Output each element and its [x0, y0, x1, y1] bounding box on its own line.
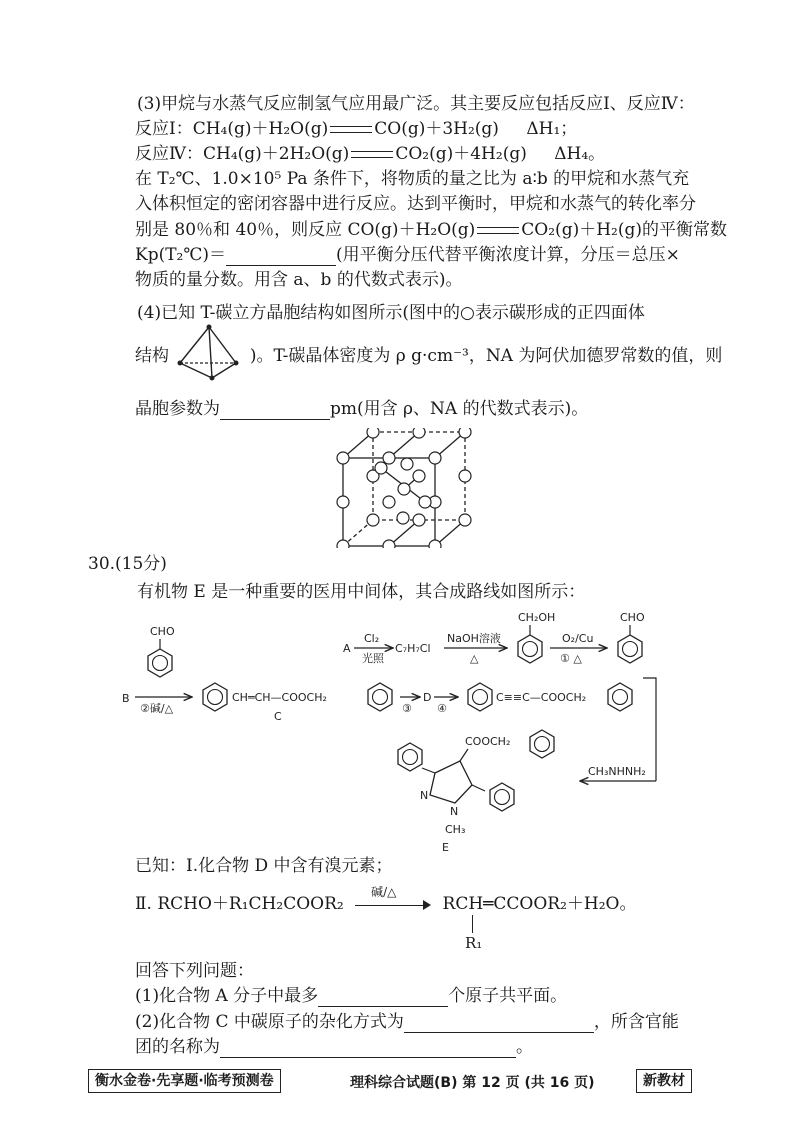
q3-para-3b: CO₂(g)＋H₂(g)的平衡常数 — [521, 220, 727, 240]
q3-intro: (3)甲烷与水蒸气反应制氢气应用最广泛。其主要反应包括反应Ⅰ、反应Ⅳ： — [137, 94, 695, 114]
coplanar-atoms-blank[interactable] — [318, 988, 448, 1007]
q4-line-2 — [135, 345, 722, 367]
scheme-n1: N — [420, 789, 429, 802]
tetrahedron-icon — [174, 323, 244, 385]
scheme-step1: ① △ — [560, 652, 582, 665]
ring-d-2-icon — [608, 683, 632, 711]
scheme-b: B — [122, 692, 130, 705]
reaction-4 — [135, 143, 605, 165]
scheme-cho-left: CHO — [150, 625, 175, 638]
reaction-1-rhs: CO(g)＋3H₂(g) — [374, 119, 499, 139]
functional-group-blank[interactable] — [220, 1039, 516, 1058]
known-2-condition: 碱/△ — [371, 884, 397, 899]
hybridization-blank[interactable] — [404, 1014, 594, 1033]
q3-para-1: 在 T₂℃、1.0×10⁵ Pa 条件下，将物质的量之比为 a∶b 的甲烷和水蒸气充 — [135, 169, 690, 189]
sub-question-1a: (1)化合物 A 分子中最多 — [135, 986, 319, 1006]
ring-c-2-icon — [368, 683, 392, 711]
scheme-ch2oh: CH₂OH — [518, 611, 556, 624]
scheme-c-label: C — [274, 710, 282, 723]
known-2-r1: R₁ — [465, 934, 483, 952]
scheme-step4: ④ — [437, 702, 447, 715]
reaction-1 — [135, 118, 577, 140]
ring-d-1-icon — [468, 683, 492, 711]
scheme-step3: ③ — [402, 702, 412, 715]
scheme-d: D — [423, 691, 432, 704]
equilibrium-arrow-icon — [477, 224, 519, 238]
t-carbon-unit-cell-figure — [325, 428, 485, 548]
footer-brand: 衡水金卷·先享题·临考预测卷 — [88, 1069, 281, 1093]
sub-question-2-cont — [135, 1036, 533, 1058]
reaction-4-dh: ΔH₄。 — [554, 144, 606, 164]
equilibrium-arrow-icon — [351, 148, 393, 162]
sub-question-2a: (2)化合物 C 中碳原子的杂化方式为 — [135, 1012, 404, 1032]
scheme-e-ester: COOCH₂ — [465, 735, 511, 748]
scheme-step2: ②碱/△ — [140, 702, 174, 715]
q4-line-1: (4)已知 T-碳立方晶胞结构如图所示(图中的○表示碳形成的正四面体 — [137, 303, 645, 323]
known-1: 已知：Ⅰ.化合物 D 中含有溴元素； — [135, 856, 393, 876]
reaction-1-label: 反应Ⅰ： — [135, 119, 193, 139]
kp-label: Kp(T₂℃)＝ — [135, 245, 227, 265]
scheme-d-chain: C≡≡C—COOCH₂ — [496, 691, 587, 704]
reaction-1-dh: ΔH₁； — [526, 119, 578, 139]
known-2-reactants: Ⅱ. RCHO＋R₁CH₂COOR₂ — [135, 894, 344, 914]
benzaldehyde-reagent-ring-icon — [148, 649, 172, 677]
q30-intro: 有机物 E 是一种重要的医用中间体，其合成路线如图所示： — [137, 582, 586, 602]
equilibrium-arrow-icon — [330, 123, 372, 137]
r1-bond — [472, 915, 473, 933]
q4-line-2a: 结构 — [135, 346, 169, 366]
known-2 — [135, 884, 637, 915]
kp-answer-blank[interactable] — [226, 247, 336, 266]
known-2-products: RCH═CCOOR₂＋H₂O。 — [442, 894, 637, 914]
scheme-cho-top: CHO — [620, 611, 645, 624]
q3-para-3 — [135, 219, 727, 241]
q3-para-3a: 别是 80％和 40％，则反应 CO(g)＋H₂O(g) — [135, 220, 476, 240]
q4-line-3 — [135, 398, 588, 420]
ring-e-right-icon — [490, 783, 514, 811]
q4-line-3b: pm(用含 ρ、NA 的代数式表示)。 — [330, 399, 589, 419]
reaction-arrow-icon — [355, 905, 425, 906]
footer-badge: 新教材 — [636, 1069, 692, 1093]
scheme-ch3: CH₃ — [445, 823, 466, 836]
footer-page-info: 理科综合试题(B) 第 12 页 (共 16 页) — [350, 1075, 595, 1091]
scheme-c-chain: CH═CH—COOCH₂ — [232, 691, 327, 704]
q3-para-4b: (用平衡分压代替平衡浓度计算，分压＝总压× — [336, 245, 680, 265]
synthesis-scheme — [110, 605, 670, 855]
lattice-param-blank[interactable] — [220, 401, 330, 420]
scheme-light: 光照 — [362, 652, 384, 665]
sub-question-2d: 。 — [516, 1037, 533, 1057]
q3-para-2: 入体积恒定的密闭容器中进行反应。达到平衡时，甲烷和水蒸气的转化率分 — [135, 194, 696, 214]
scheme-cl2: Cl₂ — [364, 632, 380, 645]
reaction-4-label: 反应Ⅳ： — [135, 144, 203, 164]
page-footer — [88, 1069, 708, 1093]
q3-para-5: 物质的量分数。用含 a、b 的代数式表示)。 — [135, 270, 463, 290]
q3-para-4 — [135, 244, 680, 266]
ring-e-left-icon — [398, 743, 422, 771]
arrow-head-icon — [423, 900, 431, 910]
scheme-delta: △ — [470, 652, 479, 665]
scheme-e-label: E — [442, 841, 449, 854]
pyrazole-ring-icon — [430, 761, 472, 803]
sub-question-2 — [135, 1011, 679, 1033]
sub-question-2b: ，所含官能 — [593, 1012, 679, 1032]
scheme-a: A — [343, 642, 351, 655]
q4-line-2b: )。T-碳晶体密度为 ρ g·cm⁻³，NA 为阿伏加德罗常数的值，则 — [249, 346, 723, 366]
benzaldehyde-ring-icon — [618, 635, 642, 663]
benzyl-alcohol-ring-icon — [518, 635, 542, 663]
sub-question-2c: 团的名称为 — [135, 1037, 220, 1057]
ring-c-1-icon — [203, 683, 227, 711]
scheme-naoh: NaOH溶液 — [447, 632, 501, 645]
scheme-c7h7cl: C₇H₇Cl — [395, 642, 431, 655]
sub-question-1b: 个原子共平面。 — [448, 986, 568, 1006]
ask-heading: 回答下列问题： — [135, 961, 254, 981]
ring-e-ester-icon — [530, 730, 554, 758]
q30-heading: 30.(15分) — [88, 554, 167, 574]
sub-question-1 — [135, 985, 567, 1007]
reaction-1-lhs: CH₄(g)＋H₂O(g) — [192, 119, 329, 139]
known-2-arrow — [355, 884, 431, 915]
q4-line-3a: 晶胞参数为 — [135, 399, 220, 419]
reaction-4-rhs: CO₂(g)＋4H₂(g) — [395, 144, 527, 164]
scheme-o2cu: O₂/Cu — [562, 632, 594, 645]
scheme-n2: N — [450, 805, 459, 818]
reaction-4-lhs: CH₄(g)＋2H₂O(g) — [202, 144, 350, 164]
scheme-reagent: CH₃NHNH₂ — [588, 765, 646, 778]
